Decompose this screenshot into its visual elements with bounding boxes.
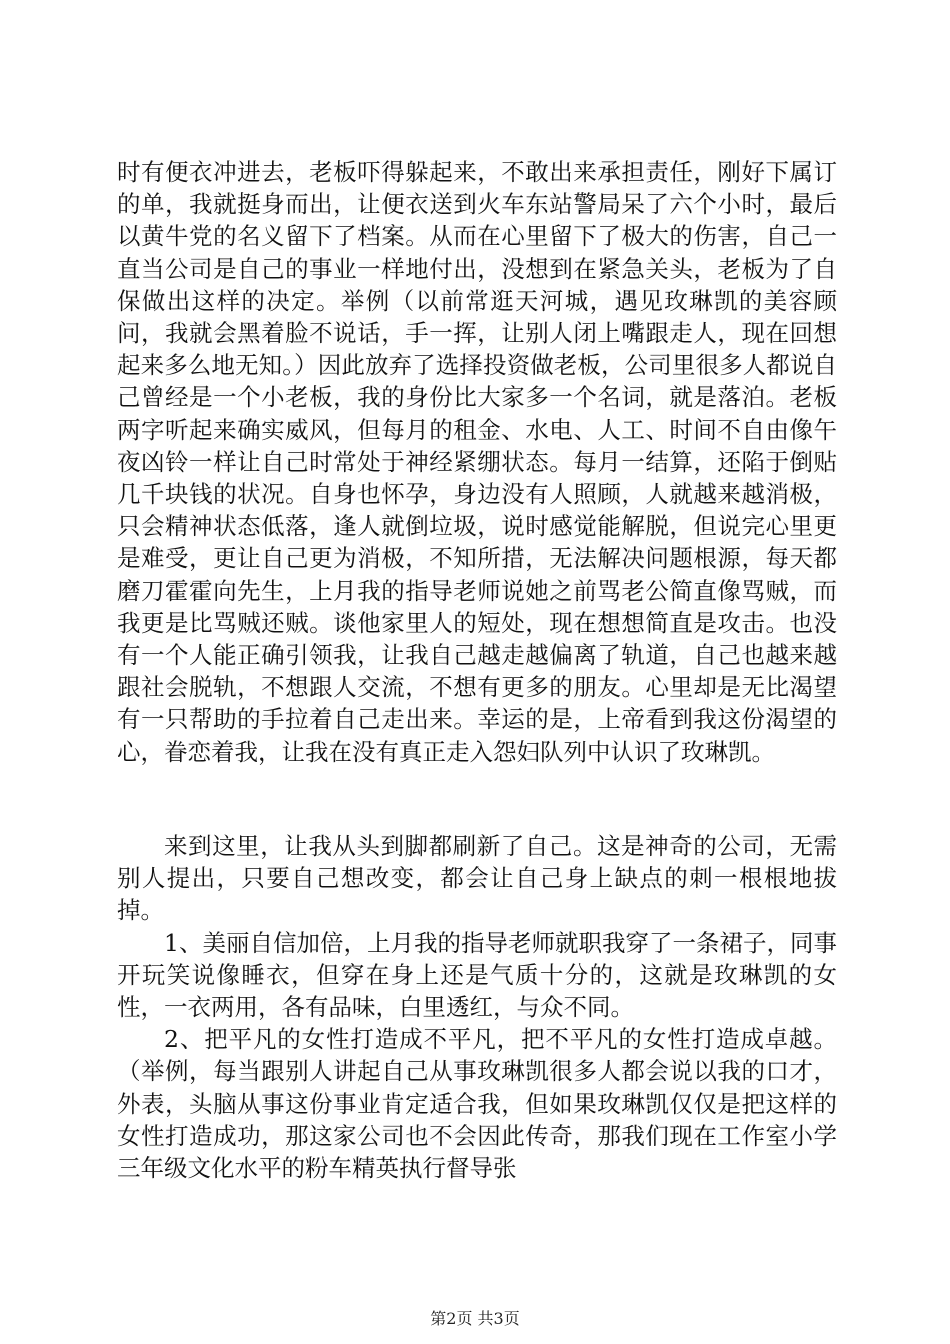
paragraph-continuation: 时有便衣冲进去，老板吓得躲起来，不敢出来承担责任，刚好下属订的单，我就挺身而出，让便衣送到火车东站警局呆了六个小时，最后以黄牛党的名义留下了档案。从而在心里留下了极大的伤害，自己一直当公司是自己的事业一样地付出，没想到在紧急关头，老板为了自保做出这样的决定。举例（以前常逛天河城，遇见玫琳凯的美容顾问，我就会黑着脸不说话，手一挥，让别人闭上嘴跟走人，现在回想起来多么地无知。）因此放弃了选择投资做老板，公司里很多人都说自己曾经是一个小老板，我的身份比大家多一个名词，就是落泊。老板两字听起来确实威风，但每月的租金、水电、人工、时间不自由像午夜凶铃一样让自己时常处于神经紧绷状态。每月一结算，还陷于倒贴几千块钱的状况。自身也怀孕，身边没有人照顾，人就越来越消极，只会精神状态低落，逢人就倒垃圾，说时感觉能解脱，但说完心里更是难受，更让自己更为消极，不知所措，无法解决问题根源，每天都磨刀霍霍向先生，上月我的指导老师说她之前骂老公简直像骂贼，而我更是比骂贼还贼。谈他家里人的短处，现在想想简直是攻击。也没有一个人能正确引领我，让我自己越走越偏离了轨道，自己也越来越跟社会脱轨，不想跟人交流，不想有更多的朋友。心里却是无比渴望有一只帮助的手拉着自己走出来。幸运的是，上帝看到我这份渴望的心，眷恋着我，让我在没有真正走入怨妇队列中认识了玫琳凯。 (117, 158, 837, 766)
paragraph-point-2: 2、把平凡的女性打造成不平凡，把不平凡的女性打造成卓越。（举例，每当跟别人讲起自己从事玫琳凯很多人都会说以我的口才，外表，头脑从事这份事业肯定适合我，但如果玫琳凯仅仅是把这样的女性打造成功，那这家公司也不会因此传奇，那我们现在工作室小学三年级文化水平的粉车精英执行督导张 (117, 1025, 837, 1183)
paragraph-point-1: 1、美丽自信加倍，上月我的指导老师就职我穿了一条裙子，同事开玩笑说像睡衣，但穿在身上还是气质十分的，这就是玫琳凯的女性，一衣两用，各有品味，白里透红，与众不同。 (117, 928, 837, 1022)
body-text-top (117, 156, 837, 768)
paragraph-intro: 来到这里，让我从头到脚都刷新了自己。这是神奇的公司，无需别人提出，只要自己想改变，都会让自己身上缺点的刺一根根地拔掉。 (117, 832, 837, 925)
page-number-footer: 第2页 共3页 (430, 1309, 520, 1328)
body-text-bottom (117, 830, 837, 1184)
